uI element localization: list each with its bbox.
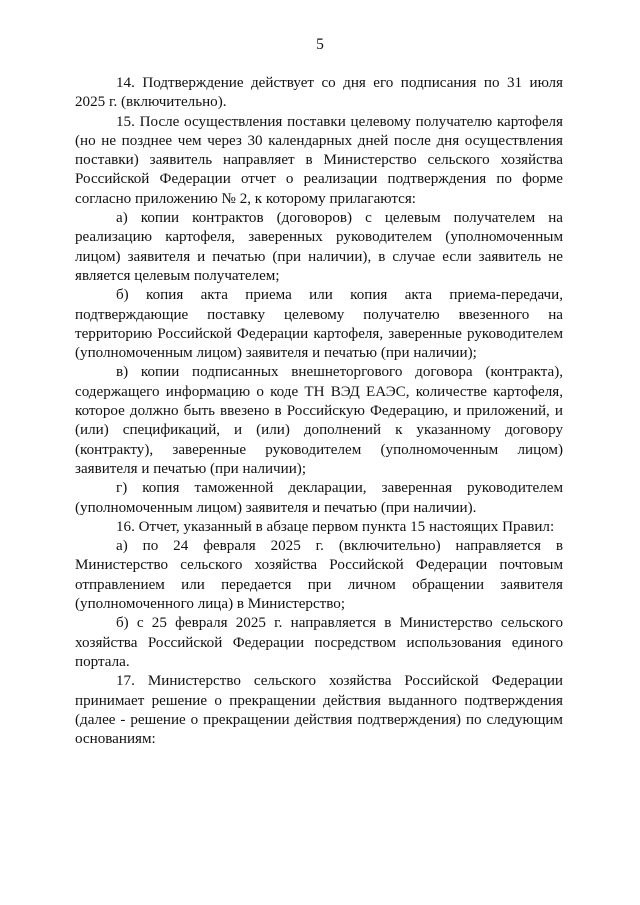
document-body: [75, 74, 563, 749]
paragraph-15-v: в) копии подписанных внешнеторгового договора (контракта), содержащего информацию о коде ТН ВЭД ЕАЭС, количестве картофеля, которое должно быть ввезено в Российскую Федерацию, и приложений, и (или) спецификаций, и (или) дополнений к указанному договору (контракту), заверенные руководителем (уполномоченным лицом) заявителя и печатью (при наличии);: [75, 364, 563, 477]
paragraph-15-g: г) копия таможенной декларации, заверенная руководителем (уполномоченным лицом) заявителя и печатью (при наличии).: [75, 480, 563, 516]
paragraph-15-b: б) копия акта приема или копия акта приема-передачи, подтверждающие поставку целевому получателю ввезенного на территорию Российской Федерации картофеля, заверенные руководителем (уполномоченным лицом) заявителя и печатью (при наличии);: [75, 287, 563, 362]
paragraph-15: 15. После осуществления поставки целевому получателю картофеля (но не позднее чем через 30 календарных дней после дня осуществления поставки) заявитель направляет в Министерство сельского хозяйства Российской Федерации отчет о реализации подтверждения по форме согласно приложению № 2, к которому прилагаются:: [75, 113, 563, 207]
paragraph-16: 16. Отчет, указанный в абзаце первом пункта 15 настоящих Правил:: [116, 518, 555, 535]
paragraph-16-a: а) по 24 февраля 2025 г. (включительно) направляется в Министерство сельского хозяйства Российской Федерации почтовым отправлением или передается при личном обращении заявителя (уполномоченного лица) в Министерство;: [75, 538, 563, 613]
paragraph-15-a: а) копии контрактов (договоров) с целевым получателем на реализацию картофеля, заверенных руководителем (уполномоченным лицом) заявителя и печатью (при наличии), в случае если заявитель не является целевым получателем;: [75, 210, 563, 284]
paragraph-17: 17. Министерство сельского хозяйства Российской Федерации принимает решение о прекращении действия выданного подтверждения (далее - решение о прекращении действия подтверждения) по следующим основаниям:: [75, 673, 563, 748]
page-number: 5: [316, 36, 324, 53]
paragraph-16-b: б) с 25 февраля 2025 г. направляется в Министерство сельского хозяйства Российской Федерации посредством использования единого портала.: [75, 615, 563, 670]
paragraph-14: 14. Подтверждение действует со дня его подписания по 31 июля 2025 г. (включительно).: [75, 75, 563, 111]
